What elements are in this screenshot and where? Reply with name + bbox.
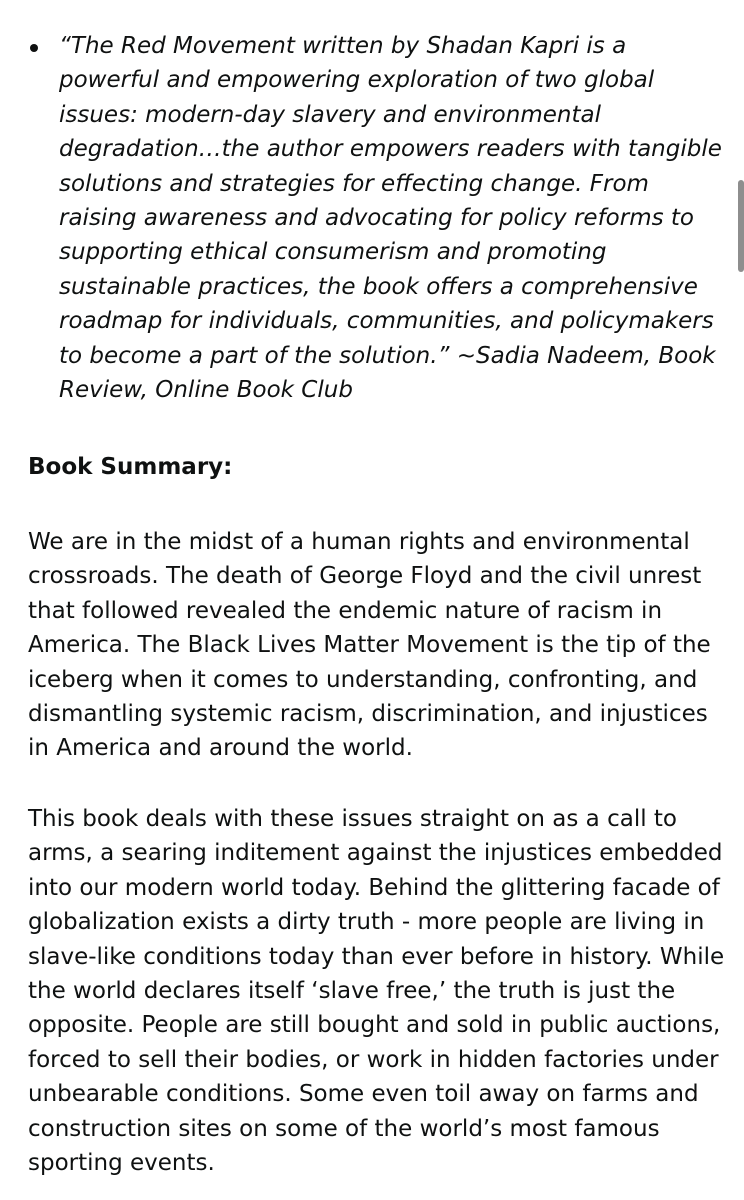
summary-paragraph: We are in the midst of a human rights and environmental crossroads. The death of George Floyd and the civil unrest that followed revealed the endemic nature of racism in America. The Black Lives Matter Movement is the tip of the iceberg when it comes to understanding, confronting, and dismantling systemic racism, discrimination, and injustices in America and around the world. bbox=[28, 529, 711, 762]
review-list bbox=[28, 29, 728, 407]
summary-paragraph: This book deals with these issues straight on as a call to arms, a searing inditement against the injustices embedded into our modern world today. Behind the glittering facade of globalization exists a dirty truth - more people are living in slave-like conditions today than ever before in history. While the world declares itself ‘slave free,’ the truth is just the opposite. People are still bought and sold in public auctions, forced to sell their bodies, or work in hidden factories under unbearable conditions. Some even toil away on farms and construction sites on some of the world’s most famous sporting events. bbox=[28, 806, 725, 1177]
book-summary-heading: Book Summary: bbox=[28, 454, 233, 480]
review-quote: “The Red Movement written by Shadan Kapri is a powerful and empowering exploration of two global issues: modern-day slavery and environmental degradation…the author empowers readers with tangible solutions and strategies for effecting change. From raising awareness and advocating for policy reforms to supporting ethical consumerism and promoting sustainable practices, the book offers a comprehensive roadmap for individuals, communities, and policymakers to become a part of the solution.” ~Sadia Nadeem, Book Review, Online Book Club bbox=[59, 33, 722, 404]
review-list-item bbox=[28, 29, 728, 407]
bullet-icon bbox=[30, 44, 38, 52]
scrollbar-thumb[interactable] bbox=[738, 180, 744, 272]
